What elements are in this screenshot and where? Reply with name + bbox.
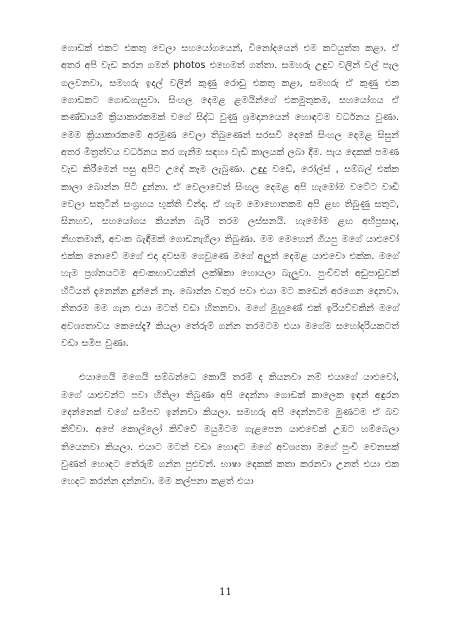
body-paragraph-1: ගොඩක් එකට එකතු වෙලා සහයෝගයෙන්, විනෝදයෙන් එම කටයුත්ත කළා. ඒ අතර අපි වැඩ කරන ගමන් photos එහෙමත් ගත්තා. සමහරු උඳුව වලින් වල් පැල ගලවනවා, සමහරු ඉදල් වලින් කුණු රොඩු එකතු කළා, සමහරු ඒ කුණු එක ගොඩකට ගොඩගැසුවා. සිංහල දෙමළ ළමයින්ගේ එකමුතුකම, සහයෝගය ඒ කණ්ඩායම් ක්‍රියාකාරකමක් වගේ සිද්ධ වුණු ශ්‍රමදානයෙන් හොඳටම වර්ධනය වුණා. මෙම ක්‍රියාකාරකමේ අරමුණ වෙලා තිබුණෙත් සරසවි දෙකේ සිංහල දෙමළ සිසුන් අතර මිත්‍රත්වය වර්ධනය කර ගැනීම සඳහා වැඩි කාලයක් ලබා දීම. පැය දෙකක් පමණ වැඩ කිරීමෙන් පසු අපිට උදේ කෑම ලැබුණා. උඳුදු වඩේ, රෝල්ස් , සම්බල් එක්ක කාලා බොන්න පිටි දුන්නා. ඒ වෙලාවෙත් සිංහල දෙමළ අපි හැමෝම වටේට වාඩි වෙලා සතුටින් සංග්‍රහය භුක්ති වින්දා. ඒ හැම මොහොතකම අපි ළඟ තිබුණු සතුට, සිනහව, සහයෝගය කියන්න බැරි තරම ලස්සනයි. හැමෝම ළඟ අභිප්‍රසාද, නිහතමානී, අවංක බැඳීමක් ගොඩනැගිලා තිබුණා. මම මෙහෙන් ගියපු මගේ යාළුවෝ එක්ක නොවේ මගේ එදා දවසම ගෙවුණෙ මගේ අලුත් දෙමළ යාළුවො එක්ක. මගේ හැම ප්‍රශ්නයටම අවංකභාවයකින් ලක්ෂිකා හොයලා බැලුවා. පුංචිවත් අඩුපාඩුවක් හිටියත් දැනෙන්න දුන්නේ නෑ. බොන්න වතුර පවා එයා මට කඩෙන් අරගෙන දෙනවා. නිතරම මම ගැන එයා මටත් වඩා හිතනවා. මගේ මුහුණේ එක් ඉරියව්වකින් මගේ අවශ්‍යතාවය කෙසේදැ? කියලා තේරුම් ගන්න තරමටම එයා මගේම සහෝදරියකටත් වඩා සමීප වුණා. xyxy=(61,43,399,349)
body-paragraph-2: එයාගෙයි මගෙයි සම්බන්ධෙ කොයි තරම් ද කියනවා නම් එයාගේ යාළුවෝ, මගේ යාළුවන්ට පවා හිතිලා තිබුණා අපි දෙන්නා ගොඩක් කාලෙක ඉඳන් අඳුරන දෙන්නෙක් වගේ සමීපව ඉන්නවා කියලා. සමහරු අපි දෙන්නටම මුණටම ඒ බව කිව්වා. අපේ කොල්ලෝ කිව්වේ මයුමිටම ගැළපෙන යාළුවෙක් උඹට හම්බෙලා තියෙනවා කියලා. එයාට මටත් වඩා හොඳට මගේ අවශ්‍යතා මගේ පුංචි වෙනසක් වුණත් හොඳට තේරුම් ගන්න පුළුවන්. භාෂා දෙකක් කතා කරනවා උනත් එයා එක හෙදට කරන්න දන්නවා. මම කල්පනා කළත් එයා xyxy=(61,372,399,488)
page-number: 11 xyxy=(219,587,232,598)
